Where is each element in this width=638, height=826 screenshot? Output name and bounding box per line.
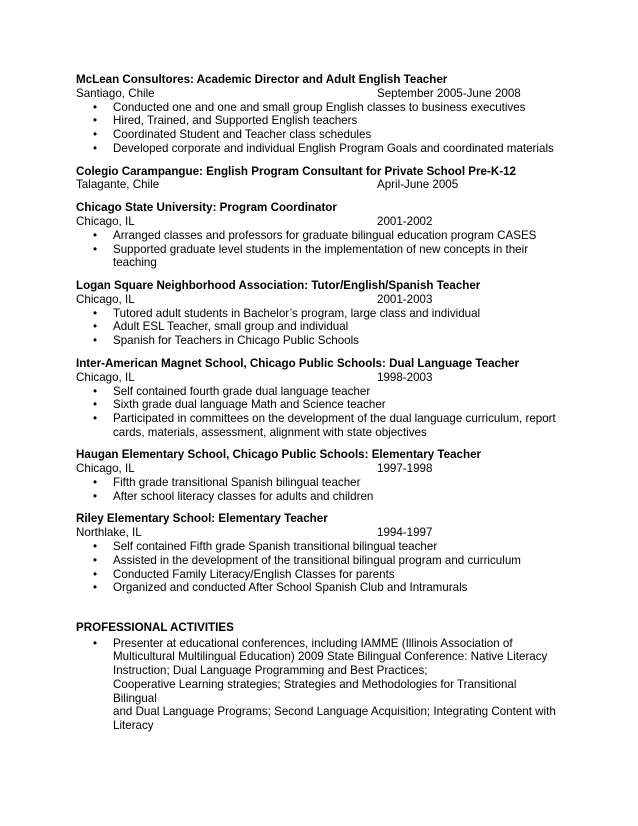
bullet-text: Supported graduate level students in the implementation of new concepts in their teaching bbox=[113, 242, 529, 270]
bullet-text: Coordinated Student and Teacher class schedules bbox=[113, 128, 372, 142]
bullet-text: Fifth grade transitional Spanish bilingual teacher bbox=[113, 476, 361, 490]
job-meta bbox=[76, 215, 562, 229]
bullet-line: Presenter at educational conferences, including IAMME (Illinois Association of bbox=[113, 636, 513, 650]
list-item bbox=[76, 307, 562, 321]
bullet-line: Multicultural Multilingual Education) 2009 State Bilingual Conference: Native Literacy bbox=[113, 650, 548, 664]
list-item bbox=[76, 385, 562, 399]
bullet-icon: • bbox=[93, 411, 98, 425]
bullet-text: Sixth grade dual language Math and Science teacher bbox=[113, 398, 386, 412]
list-item bbox=[76, 540, 562, 554]
section-spacer bbox=[76, 604, 562, 621]
bullet-text: Developed corporate and individual English Program Goals and coordinated materials bbox=[113, 141, 554, 155]
bullet-icon: • bbox=[93, 128, 98, 142]
bullet-text: Adult ESL Teacher, small group and individual bbox=[113, 320, 349, 334]
list-item bbox=[76, 637, 562, 733]
job-entry bbox=[76, 512, 562, 595]
bullet-icon: • bbox=[93, 114, 98, 128]
bullet-icon: • bbox=[93, 384, 98, 398]
bullet-icon: • bbox=[93, 141, 98, 155]
job-location: Talagante, Chile bbox=[76, 178, 160, 192]
job-entry bbox=[76, 279, 562, 348]
bullet-text: Assisted in the development of the transitional bilingual program and curriculum bbox=[113, 553, 521, 567]
bullet-line: and Dual Language Programs; Second Language Acquisition; Integrating Content with bbox=[113, 705, 556, 719]
job-location: Santiago, Chile bbox=[76, 86, 155, 100]
job-bullets bbox=[76, 101, 562, 156]
list-item bbox=[76, 142, 562, 156]
job-title: McLean Consultores: Academic Director and Adult English Teacher bbox=[76, 73, 448, 86]
list-item bbox=[76, 554, 562, 568]
job-meta bbox=[76, 371, 562, 385]
job-title: Chicago State University: Program Coordinator bbox=[76, 201, 337, 215]
job-entry bbox=[76, 448, 562, 503]
bullet-icon: • bbox=[93, 334, 98, 348]
list-item bbox=[76, 334, 562, 348]
list-item bbox=[76, 398, 562, 412]
job-meta bbox=[76, 526, 562, 540]
job-bullets bbox=[76, 540, 562, 595]
bullet-icon: • bbox=[93, 636, 98, 650]
job-entry bbox=[76, 165, 562, 193]
bullet-text: Hired, Trained, and Supported English teachers bbox=[113, 114, 358, 128]
bullet-icon: • bbox=[93, 540, 98, 554]
job-date: 2001-2003 bbox=[377, 292, 433, 306]
job-entry bbox=[76, 357, 562, 440]
job-date: April-June 2005 bbox=[377, 178, 459, 192]
job-meta bbox=[76, 178, 562, 192]
bullet-icon: • bbox=[93, 320, 98, 334]
bullet-text: Conducted Family Literacy/English Classes for parents bbox=[113, 567, 395, 581]
job-date: 1997-1998 bbox=[377, 462, 433, 476]
bullet-icon: • bbox=[93, 489, 98, 503]
bullet-icon: • bbox=[93, 476, 98, 490]
bullet-icon: • bbox=[93, 581, 98, 595]
list-item bbox=[76, 320, 562, 334]
job-entry bbox=[76, 73, 562, 156]
job-date: September 2005-June 2008 bbox=[377, 86, 521, 100]
list-item bbox=[76, 243, 562, 270]
job-title: Inter-American Magnet School, Chicago Public Schools: Dual Language Teacher bbox=[76, 356, 520, 370]
bullet-text: Spanish for Teachers in Chicago Public Schools bbox=[113, 334, 359, 348]
job-entry bbox=[76, 201, 562, 270]
bullet-icon: • bbox=[93, 553, 98, 567]
job-meta bbox=[76, 462, 562, 476]
job-title: Logan Square Neighborhood Association: Tutor/English/Spanish Teacher bbox=[76, 279, 481, 293]
list-item bbox=[76, 114, 562, 128]
job-title: Riley Elementary School: Elementary Teacher bbox=[76, 512, 328, 526]
job-location: Northlake, IL bbox=[76, 526, 142, 540]
job-bullets bbox=[76, 385, 562, 440]
bullet-icon: • bbox=[93, 567, 98, 581]
bullet-text: Tutored adult students in Bachelor’s program, large class and individual bbox=[113, 306, 481, 320]
job-meta bbox=[76, 87, 562, 101]
job-location: Chicago, IL bbox=[76, 292, 135, 306]
professional-bullets bbox=[76, 637, 562, 733]
job-title: Haugan Elementary School, Chicago Public Schools: Elementary Teacher bbox=[76, 448, 482, 462]
bullet-icon: • bbox=[93, 398, 98, 412]
job-location: Chicago, IL bbox=[76, 370, 135, 384]
bullet-line: Cooperative Learning strategies; Strategies and Methodologies for Transitional Bilingual bbox=[113, 677, 517, 705]
bullet-text: Organized and conducted After School Spanish Club and Intramurals bbox=[113, 581, 468, 595]
job-bullets bbox=[76, 229, 562, 270]
job-date: 2001-2002 bbox=[377, 214, 433, 228]
bullet-icon: • bbox=[93, 242, 98, 256]
bullet-text: Self contained Fifth grade Spanish transitional bilingual teacher bbox=[113, 540, 438, 554]
list-item bbox=[76, 128, 562, 142]
list-item bbox=[76, 490, 562, 504]
list-item bbox=[76, 229, 562, 243]
job-meta bbox=[76, 293, 562, 307]
job-bullets bbox=[76, 307, 562, 348]
bullet-line: Literacy bbox=[113, 718, 154, 732]
section-heading: PROFESSIONAL ACTIVITIES bbox=[76, 620, 234, 634]
resume-page bbox=[76, 73, 562, 733]
bullet-text: Participated in committees on the development of the dual language curriculum, report cards, materials, assessment, alignment with state objectives bbox=[113, 411, 556, 439]
list-item bbox=[76, 568, 562, 582]
bullet-icon: • bbox=[93, 100, 98, 114]
list-item bbox=[76, 581, 562, 595]
job-location: Chicago, IL bbox=[76, 214, 135, 228]
bullet-icon: • bbox=[93, 228, 98, 242]
bullet-line: Instruction; Dual Language Programming and Best Practices; bbox=[113, 664, 428, 678]
bullet-text: Arranged classes and professors for graduate bilingual education program CASES bbox=[113, 228, 537, 242]
job-title: Colegio Carampangue: English Program Consultant for Private School Pre-K-12 bbox=[76, 164, 516, 178]
list-item bbox=[76, 476, 562, 490]
bullet-text: Self contained fourth grade dual language teacher bbox=[113, 384, 371, 398]
job-date: 1994-1997 bbox=[377, 526, 433, 540]
job-bullets bbox=[76, 476, 562, 503]
bullet-icon: • bbox=[93, 306, 98, 320]
list-item bbox=[76, 412, 562, 439]
bullet-text: Conducted one and one and small group English classes to business executives bbox=[113, 100, 526, 114]
bullet-text: After school literacy classes for adults and children bbox=[113, 489, 374, 503]
job-date: 1998-2003 bbox=[377, 370, 433, 384]
list-item bbox=[76, 101, 562, 115]
job-location: Chicago, IL bbox=[76, 462, 135, 476]
